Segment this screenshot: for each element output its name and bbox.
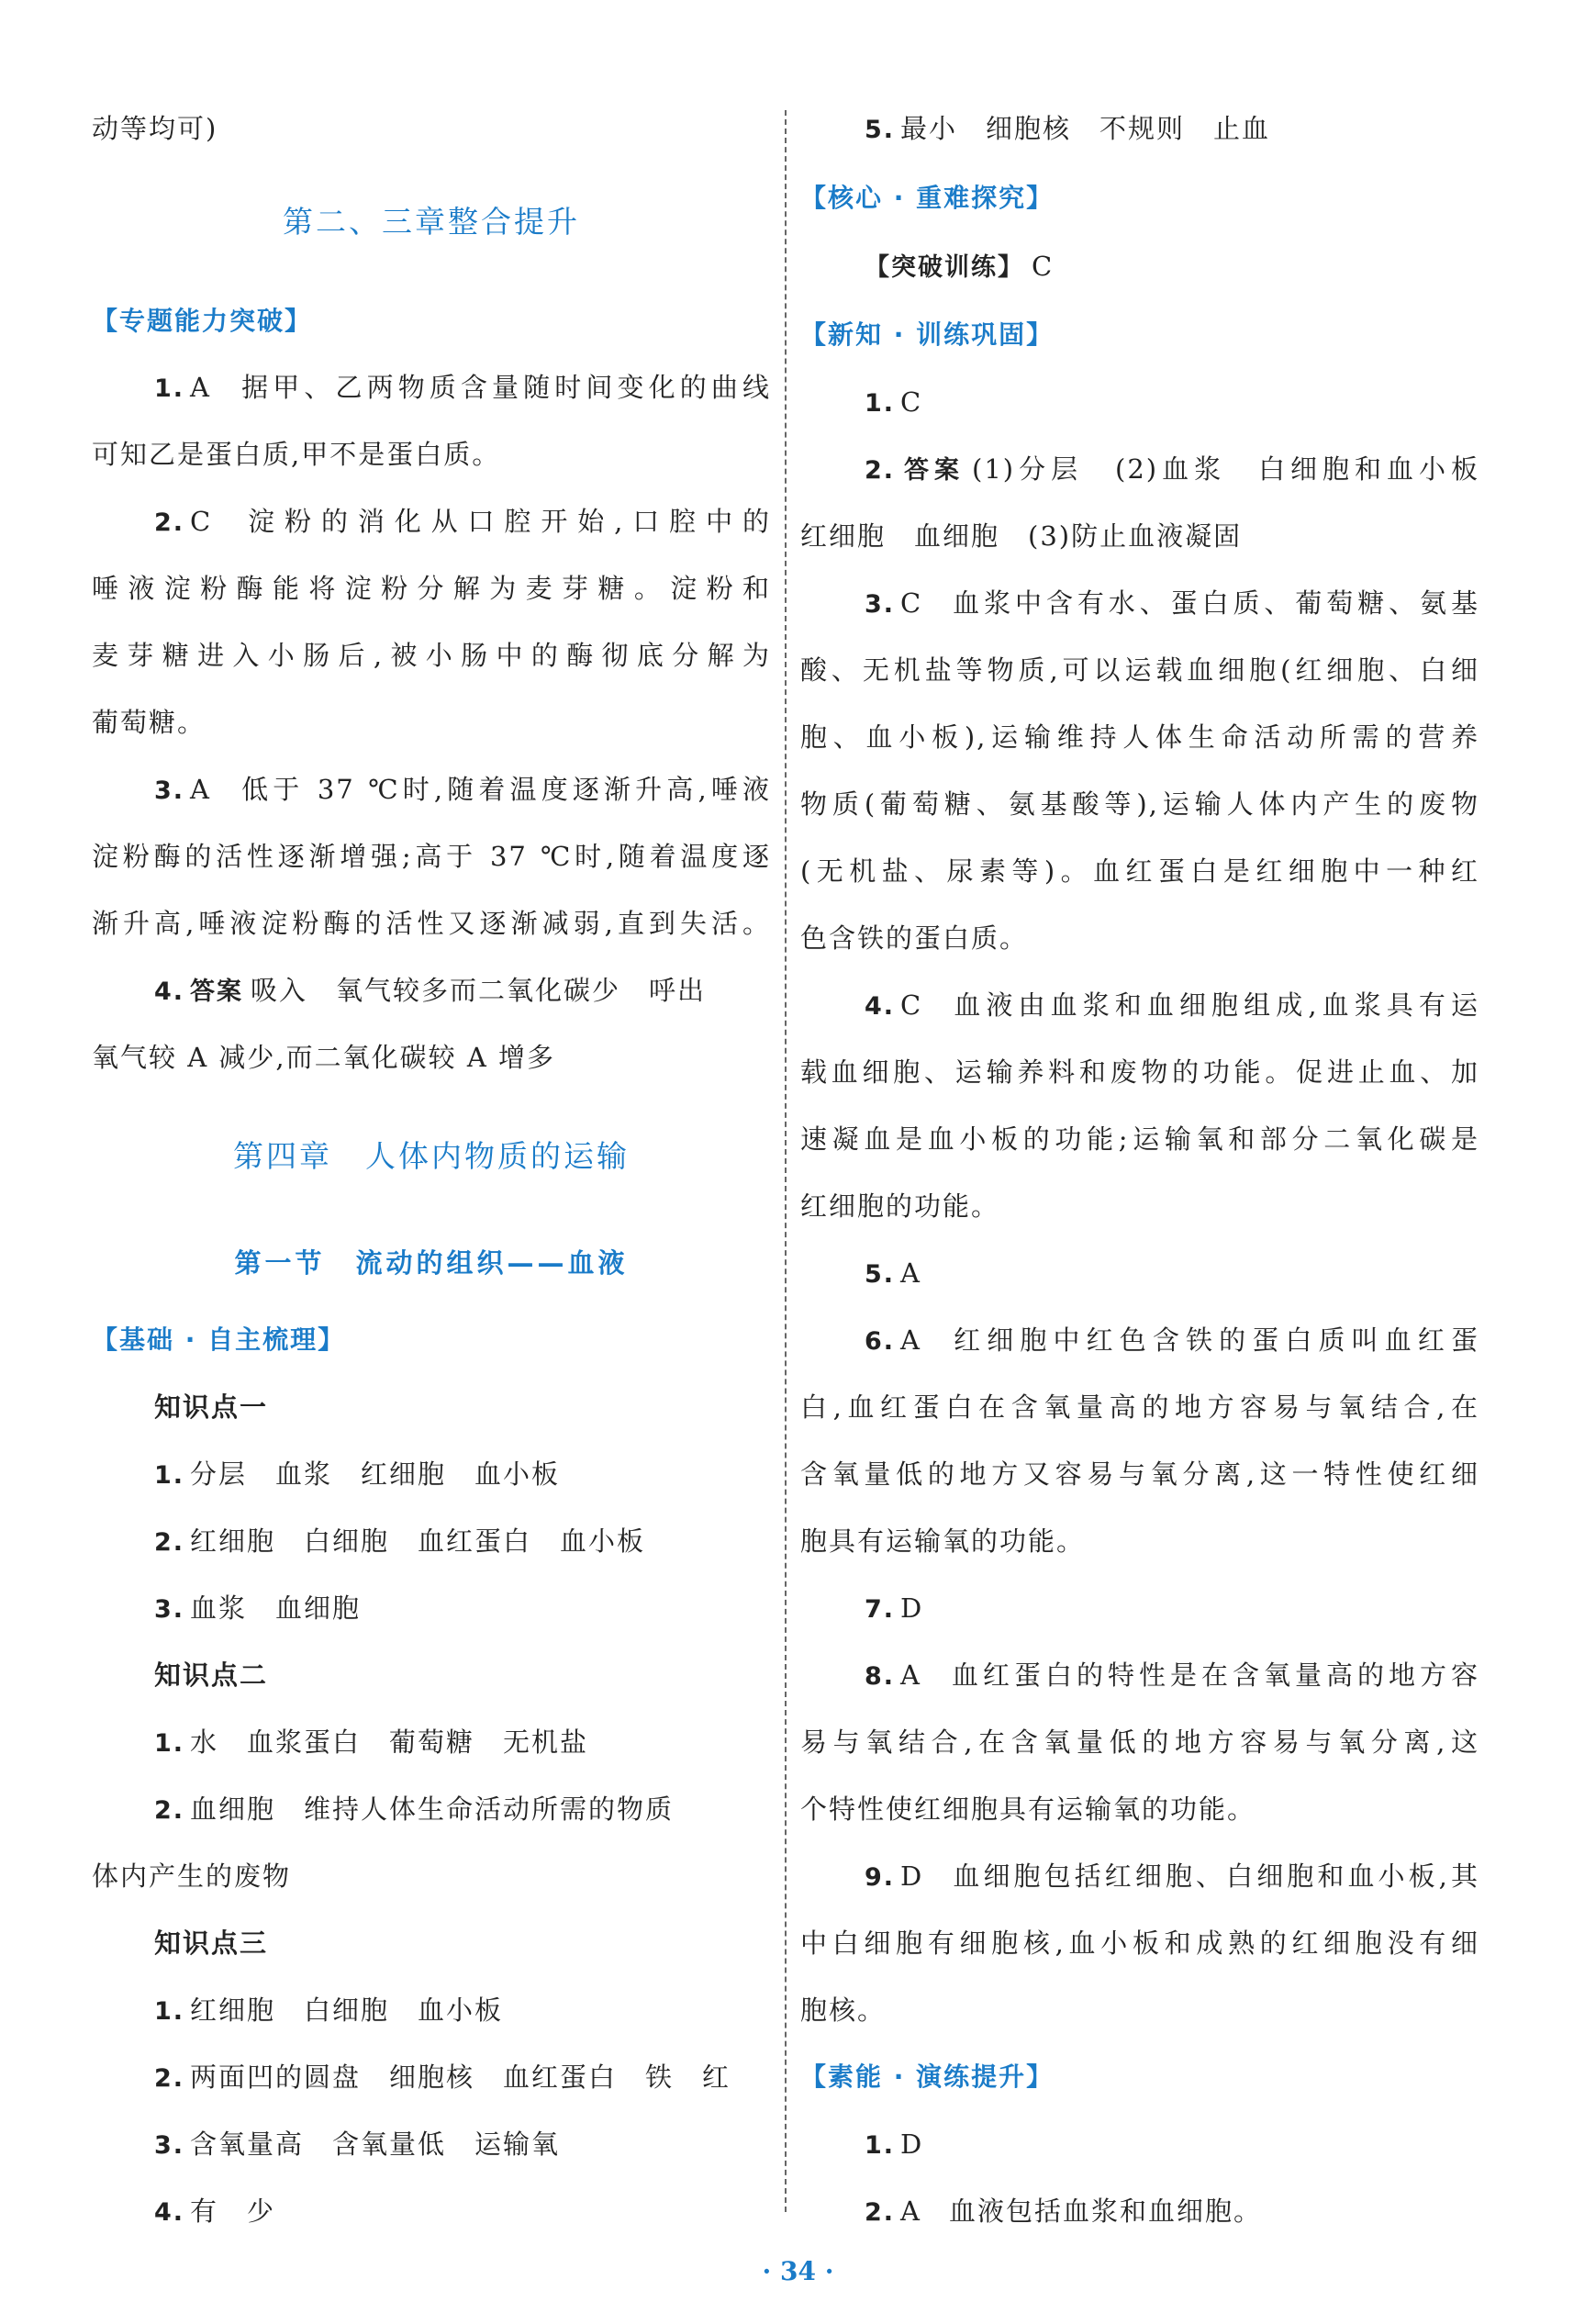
knowledge-point-heading: 知识点二 bbox=[154, 1659, 269, 1691]
text-line: 个特性使红细胞具有运输氧的功能。 bbox=[800, 1793, 1256, 1825]
text-line: 体内产生的废物 bbox=[92, 1860, 292, 1892]
text-line: 速凝血是血小板的功能;运输氧和部分二氧化碳是 bbox=[800, 1123, 1479, 1155]
section-tag: 【核心 · 重难探究】 bbox=[800, 183, 1055, 213]
text-line: 红细胞的功能。 bbox=[800, 1190, 1000, 1222]
answer-item: 2. 血细胞 维持人体生命活动所需的物质 bbox=[154, 1793, 675, 1825]
answer-item: 5. 最小 细胞核 不规则 止血 bbox=[865, 113, 1271, 144]
answer-item: 6. A 红细胞中红色含铁的蛋白质叫血红蛋 bbox=[865, 1324, 1479, 1356]
text-line: 易与氧结合,在含氧量低的地方容易与氧分离,这 bbox=[800, 1726, 1479, 1758]
text-line: 中白细胞有细胞核,血小板和成熟的红细胞没有细 bbox=[800, 1928, 1479, 1959]
answer-item: 1. D bbox=[865, 2129, 924, 2160]
answer-item: 5. A bbox=[865, 1257, 921, 1289]
answer-item: 2. 两面凹的圆盘 细胞核 血红蛋白 铁 红 bbox=[154, 2062, 731, 2093]
text-line: 胞、血小板),运输维持人体生命活动所需的营养 bbox=[800, 721, 1479, 753]
section-tag: 【专题能力突破】 bbox=[92, 306, 313, 336]
answer-item: 4. 答案 吸入 氧气较多而二氧化碳少 呼出 bbox=[154, 975, 707, 1006]
text-line: 动等均可) bbox=[92, 113, 218, 144]
answer-item: 1. 水 血浆蛋白 葡萄糖 无机盐 bbox=[154, 1726, 589, 1758]
answer-item: 4. C 血液由血浆和血细胞组成,血浆具有运 bbox=[865, 989, 1479, 1021]
answer-item: 2. 红细胞 白细胞 血红蛋白 血小板 bbox=[154, 1525, 646, 1557]
text-line: 白,血红蛋白在含氧量高的地方容易与氧结合,在 bbox=[800, 1391, 1479, 1423]
answer-item: 4. 有 少 bbox=[154, 2196, 276, 2227]
section-tag: 【素能 · 演练提升】 bbox=[800, 2062, 1055, 2092]
chapter-title: 第二、三章整合提升 bbox=[283, 204, 580, 240]
chapter-title: 第四章 人体内物质的运输 bbox=[233, 1138, 630, 1174]
text-line: 淀粉酶的活性逐渐增强;高于 37 ℃时,随着温度逐 bbox=[92, 841, 771, 872]
page-number: · 34 · bbox=[762, 2256, 834, 2286]
answer-item: 9. D 血细胞包括红细胞、白细胞和血小板,其 bbox=[865, 1860, 1479, 1892]
text-line: 可知乙是蛋白质,甲不是蛋白质。 bbox=[92, 439, 501, 470]
text-line: 胞具有运输氧的功能。 bbox=[800, 1525, 1086, 1557]
answer-item: 2. C 淀粉的消化从口腔开始,口腔中的 bbox=[154, 506, 771, 537]
answer-item: 1. A 据甲、乙两物质含量随时间变化的曲线 bbox=[154, 372, 771, 403]
text-line: 胞核。 bbox=[800, 1995, 887, 2026]
text-line: 载血细胞、运输养料和废物的功能。促进止血、加 bbox=[800, 1056, 1479, 1088]
text-line: 含氧量低的地方又容易与氧分离,这一特性使红细 bbox=[800, 1458, 1479, 1490]
answer-item: 2. 答案 (1)分层 (2)血浆 白细胞和血小板 bbox=[865, 453, 1479, 485]
column-divider bbox=[785, 110, 787, 2212]
answer-item: 3. 含氧量高 含氧量低 运输氧 bbox=[154, 2129, 561, 2160]
text-line: 唾液淀粉酶能将淀粉分解为麦芽糖。淀粉和 bbox=[92, 573, 771, 604]
text-line: 渐升高,唾液淀粉酶的活性又逐渐减弱,直到失活。 bbox=[92, 908, 771, 939]
text-line: (无机盐、尿素等)。血红蛋白是红细胞中一种红 bbox=[800, 855, 1479, 887]
section-tag: 【基础 · 自主梳理】 bbox=[92, 1324, 346, 1355]
answer-item: 【突破训练】 C bbox=[865, 251, 1055, 282]
answer-item: 8. A 血红蛋白的特性是在含氧量高的地方容 bbox=[865, 1659, 1479, 1691]
text-line: 麦芽糖进入小肠后,被小肠中的酶彻底分解为 bbox=[92, 640, 771, 671]
answer-item: 3. 血浆 血细胞 bbox=[154, 1592, 362, 1624]
answer-item: 1. 红细胞 白细胞 血小板 bbox=[154, 1995, 504, 2026]
text-line: 物质(葡萄糖、氨基酸等),运输人体内产生的废物 bbox=[800, 788, 1479, 820]
section-tag: 【新知 · 训练巩固】 bbox=[800, 319, 1055, 350]
knowledge-point-heading: 知识点三 bbox=[154, 1928, 269, 1959]
text-line: 酸、无机盐等物质,可以运载血细胞(红细胞、白细 bbox=[800, 654, 1479, 686]
text-line: 色含铁的蛋白质。 bbox=[800, 922, 1029, 954]
answer-item: 1. 分层 血浆 红细胞 血小板 bbox=[154, 1458, 561, 1490]
text-line: 葡萄糖。 bbox=[92, 707, 206, 738]
text-line: 红细胞 血细胞 (3)防止血液凝固 bbox=[800, 520, 1243, 552]
text-line: 氧气较 A 减少,而二氧化碳较 A 增多 bbox=[92, 1042, 555, 1073]
answer-item: 7. D bbox=[865, 1592, 924, 1624]
section-title: 第一节 流动的组织——血液 bbox=[234, 1247, 629, 1279]
answer-item: 2. A 血液包括血浆和血细胞。 bbox=[865, 2196, 1263, 2227]
knowledge-point-heading: 知识点一 bbox=[154, 1391, 269, 1423]
answer-item: 3. C 血浆中含有水、蛋白质、葡萄糖、氨基 bbox=[865, 587, 1479, 619]
answer-item: 3. A 低于 37 ℃时,随着温度逐渐升高,唾液 bbox=[154, 774, 771, 805]
answer-item: 1. C bbox=[865, 386, 923, 418]
